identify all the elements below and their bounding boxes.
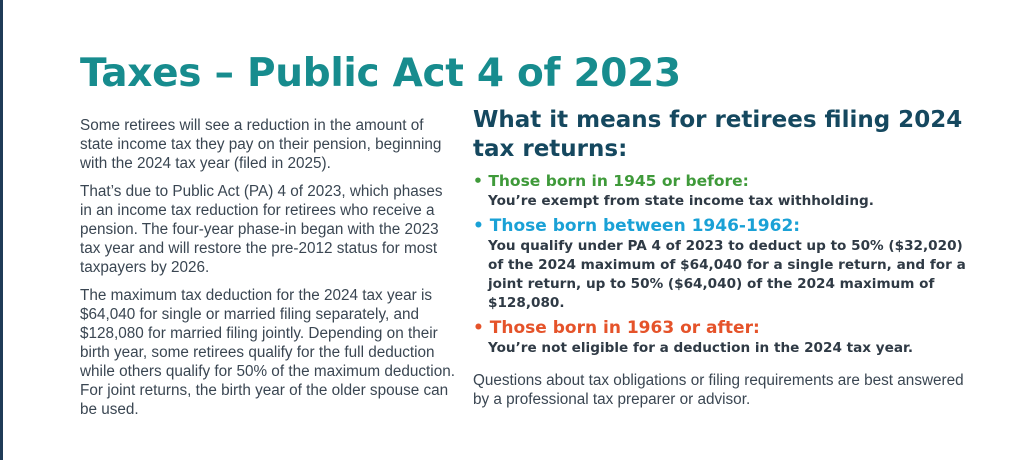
bullet-icon: • xyxy=(473,172,483,190)
group-label xyxy=(473,215,973,237)
bullet-icon: • xyxy=(473,318,484,338)
left-edge-rule xyxy=(0,0,3,460)
group-body: You’re exempt from state income tax withholding. xyxy=(488,193,874,209)
group-label xyxy=(473,317,973,339)
left-column xyxy=(80,116,455,428)
group-born-1945-or-before xyxy=(473,171,973,211)
public-act-paragraph: That’s due to Public Act (PA) 4 of 2023, which phases in an income tax reduction for retirees who receive a pension. The four-year phase-in began with the 2023 tax year and will restore the pre-2012 status for most taxpayers by 2026. xyxy=(80,183,443,276)
group-label-text: Those born in 1963 or after: xyxy=(489,318,760,338)
group-label xyxy=(473,171,973,192)
bullet-icon: • xyxy=(473,216,484,236)
group-label-text: Those born between 1946-1962: xyxy=(489,216,801,236)
deduction-paragraph: The maximum tax deduction for the 2024 tax year is $64,040 for single or married filing separately, and $128,080 for married filing jointly. Depending on their birth year, some retirees qualify for the full deduction while others qualify for 50% of the maximum deduction. For joint returns, the birth year of the older spouse can be used. xyxy=(80,287,455,418)
intro-paragraph: Some retirees will see a reduction in the amount of state income tax they pay on their pension, beginning with the 2024 tax year (filed in 2025). xyxy=(80,117,442,172)
group-born-1963-or-after xyxy=(473,317,973,358)
group-born-1946-1962 xyxy=(473,215,973,313)
right-column xyxy=(473,106,973,409)
group-body: You qualify under PA 4 of 2023 to deduct up to 50% ($32,020) of the 2024 maximum of $64,040 for a single return, and for a joint return, up to 50% ($64,040) of the 2024 maximum of $128,080. xyxy=(488,238,966,311)
advice-note: Questions about tax obligations or filing requirements are best answered by a professional tax preparer or advisor. xyxy=(473,372,964,408)
section-heading: What it means for retirees filing 2024 tax returns: xyxy=(473,107,963,162)
page-title: Taxes – Public Act 4 of 2023 xyxy=(80,51,681,96)
group-body: You’re not eligible for a deduction in the 2024 tax year. xyxy=(488,340,913,356)
group-label-text: Those born in 1945 or before: xyxy=(488,172,749,190)
